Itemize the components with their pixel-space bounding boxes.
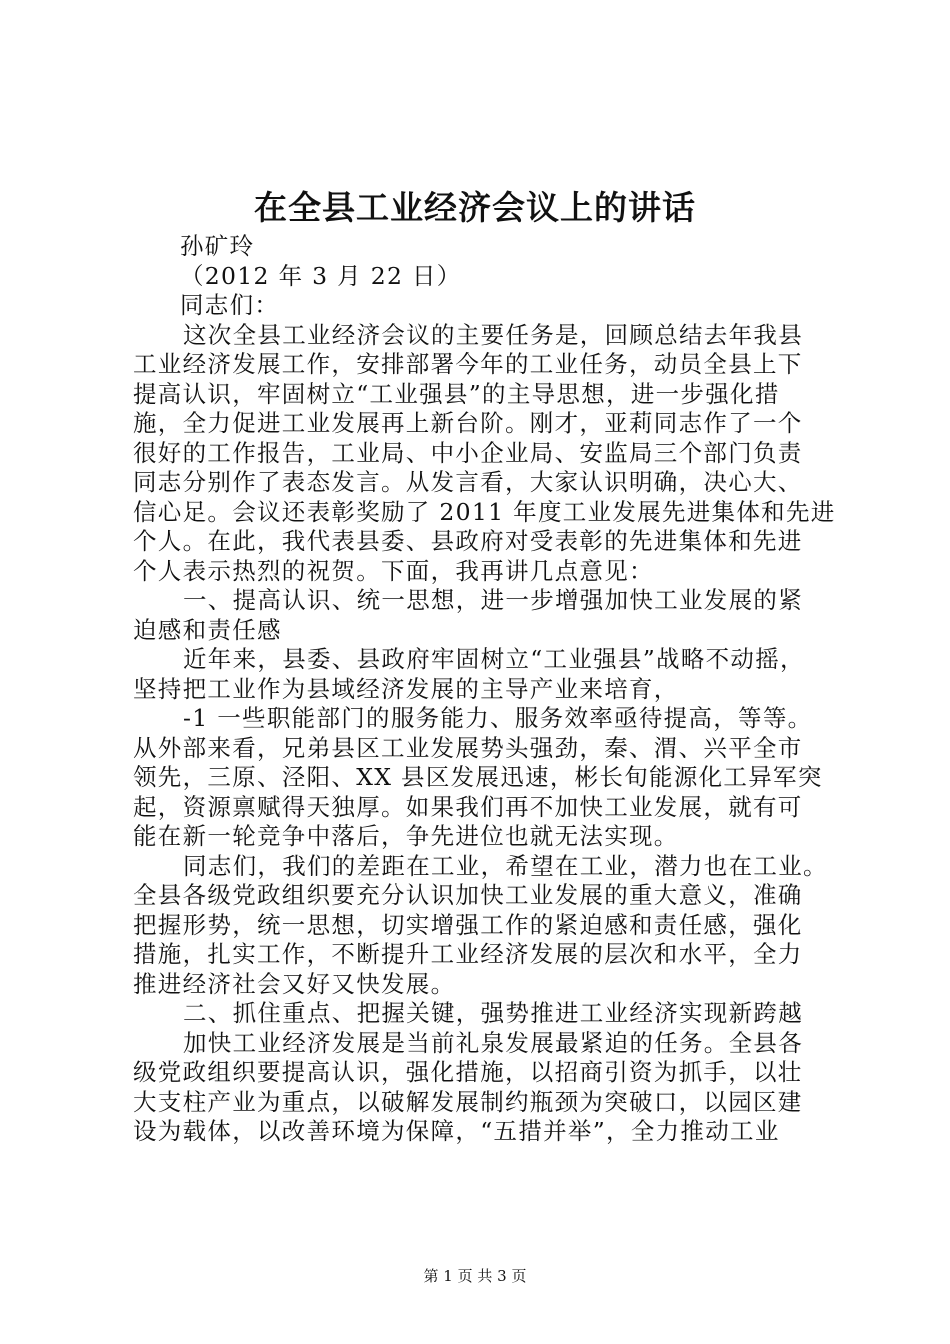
paragraph-line: 个人表示热烈的祝贺。下面，我再讲几点意见： xyxy=(133,556,654,585)
paragraph-line: 施，全力促进工业发展再上新台阶。刚才，亚莉同志作了一个 xyxy=(133,409,803,437)
section-heading-line: 二、抓住重点、把握关键，强势推进工业经济实现新跨越 xyxy=(183,999,803,1027)
paragraph-line: 同志们，我们的差距在工业，希望在工业，潜力也在工业。 xyxy=(183,851,828,880)
paragraph-line: 起，资源禀赋得天独厚。如果我们再不加快工业发展，就有可 xyxy=(133,792,803,821)
paragraph-line: 把握形势，统一思想，切实增强工作的紧迫感和责任感，强化 xyxy=(133,910,803,939)
paragraph-line: 从外部来看，兄弟县区工业发展势头强劲，秦、渭、兴平全市 xyxy=(133,733,803,762)
paragraph-line: 坚持把工业作为县域经济发展的主导产业来培育， xyxy=(133,674,679,703)
paragraph-line: 设为载体，以改善环境为保障，“五措并举”，全力推动工业 xyxy=(133,1117,780,1145)
paragraph-line: 这次全县工业经济会议的主要任务是，回顾总结去年我县 xyxy=(183,320,803,349)
section-heading-line: 迫感和责任感 xyxy=(133,615,282,644)
paragraph-line: 很好的工作报告，工业局、中小企业局、安监局三个部门负责 xyxy=(133,438,803,467)
document-title: 在全县工业经济会议上的讲话 xyxy=(254,188,696,227)
page-footer xyxy=(0,1266,950,1286)
paragraph-line: 工业经济发展工作，安排部署今年的工业任务，动员全县上下 xyxy=(133,350,803,378)
date-line: （2012 年 3 月 22 日） xyxy=(180,261,462,290)
document-body xyxy=(133,232,836,1147)
paragraph-line: -1 一些职能部门的服务能力、服务效率亟待提高，等等。 xyxy=(183,704,813,732)
paragraph-line: 大支柱产业为重点，以破解发展制约瓶颈为突破口，以园区建 xyxy=(133,1087,803,1116)
salutation-line: 同志们： xyxy=(180,291,280,319)
paragraph-line: 能在新一轮竞争中落后，争先进位也就无法实现。 xyxy=(133,822,679,850)
paragraph-line: 领先，三原、泾阳、XX 县区发展迅速，彬长旬能源化工异军突 xyxy=(133,763,823,791)
paragraph-line: 近年来，县委、县政府牢固树立“工业强县”战略不动摇， xyxy=(183,645,805,673)
page-number: 第 1 页 共 3 页 xyxy=(423,1267,527,1285)
paragraph-line: 信心足。会议还表彰奖励了 2011 年度工业发展先进集体和先进 xyxy=(133,497,836,526)
paragraph-line: 加快工业经济发展是当前礼泉发展最紧迫的任务。全县各 xyxy=(183,1028,803,1057)
paragraph-line: 级党政组织要提高认识，强化措施，以招商引资为抓手，以壮 xyxy=(133,1058,803,1086)
author-line: 孙矿玲 xyxy=(180,232,255,260)
paragraph-line: 同志分别作了表态发言。从发言看，大家认识明确，决心大、 xyxy=(133,468,803,496)
paragraph-line: 个人。在此，我代表县委、县政府对受表彰的先进集体和先进 xyxy=(133,527,803,555)
section-heading-line: 一、提高认识、统一思想，进一步增强加快工业发展的紧 xyxy=(183,586,803,614)
paragraph-line: 措施，扎实工作，不断提升工业经济发展的层次和水平，全力 xyxy=(133,940,803,968)
paragraph-line: 推进经济社会又好又快发展。 xyxy=(133,969,456,998)
paragraph-line: 全县各级党政组织要充分认识加快工业发展的重大意义，准确 xyxy=(133,881,803,909)
paragraph-line: 提高认识，牢固树立“工业强县”的主导思想，进一步强化措 xyxy=(133,379,780,408)
